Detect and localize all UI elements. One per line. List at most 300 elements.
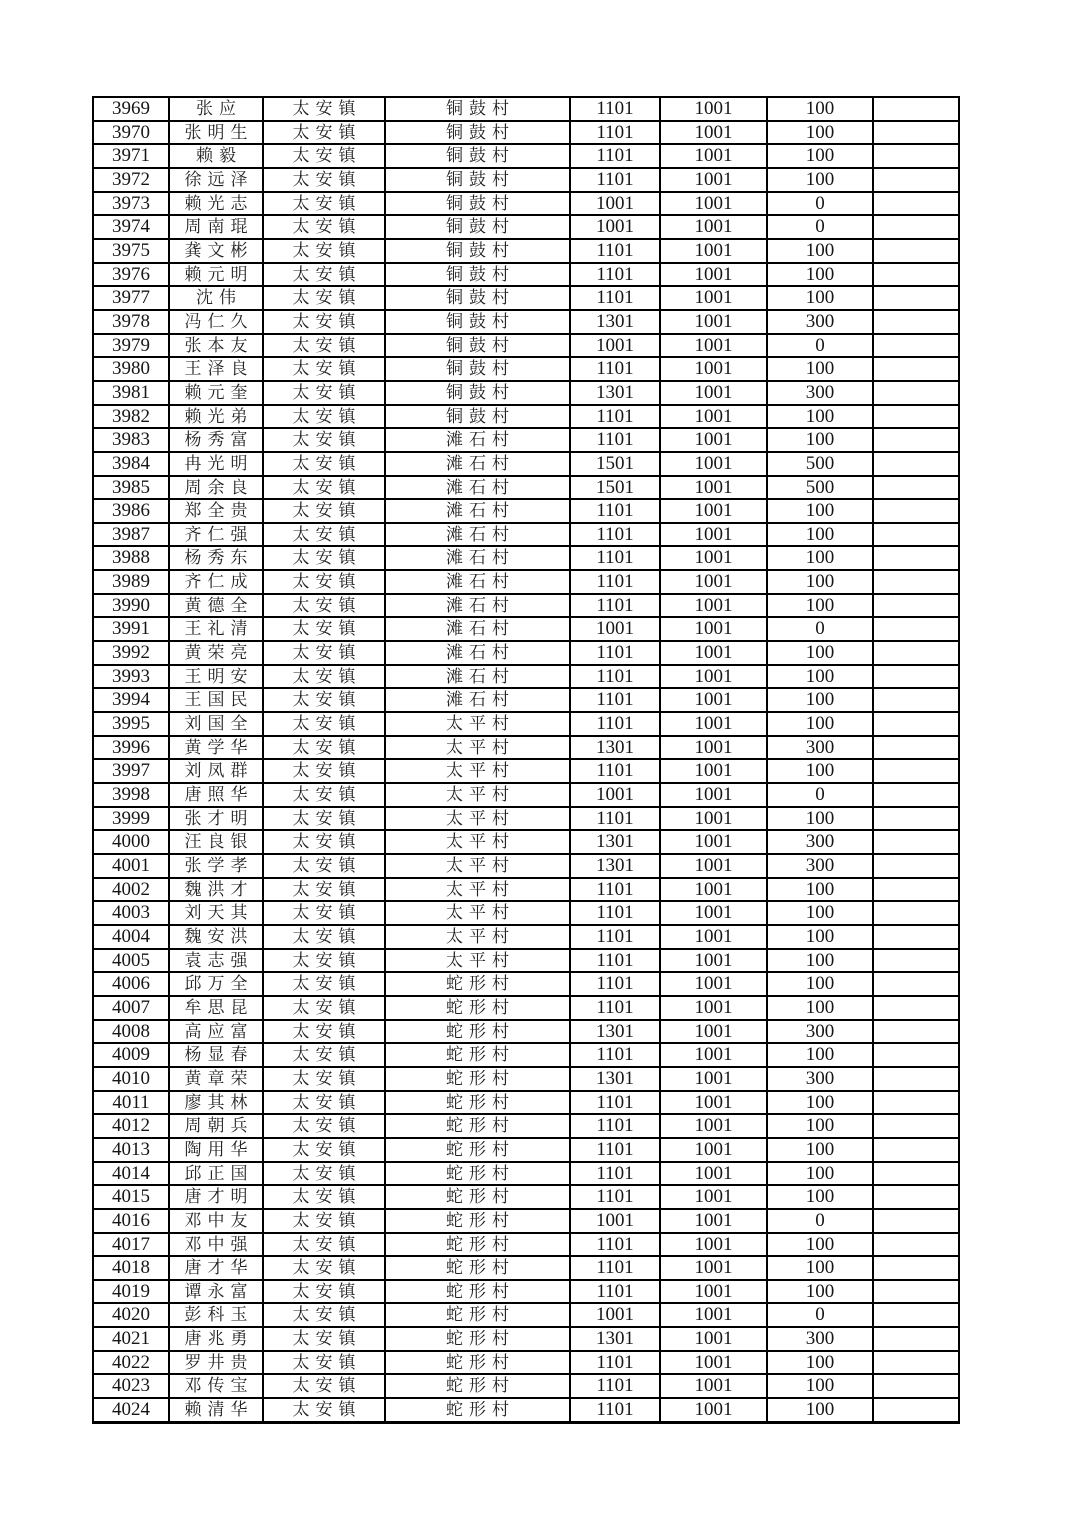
cell-value-3: 0	[767, 783, 873, 807]
cell-town: 太安镇	[263, 215, 385, 239]
table-row	[93, 996, 959, 1020]
table-row	[93, 878, 959, 902]
cell-village: 蛇形村	[385, 972, 570, 996]
cell-serial-number: 3983	[93, 428, 169, 452]
cell-value-3: 100	[767, 97, 873, 121]
cell-blank	[873, 405, 959, 429]
cell-blank	[873, 1374, 959, 1398]
cell-blank	[873, 1327, 959, 1351]
cell-blank	[873, 499, 959, 523]
cell-town: 太安镇	[263, 901, 385, 925]
cell-town: 太安镇	[263, 1114, 385, 1138]
cell-value-3: 300	[767, 1067, 873, 1091]
cell-value-3: 0	[767, 192, 873, 216]
cell-value-2: 1001	[660, 1303, 767, 1327]
table-row	[93, 192, 959, 216]
table-row	[93, 405, 959, 429]
cell-blank	[873, 570, 959, 594]
cell-village: 蛇形村	[385, 1398, 570, 1422]
cell-serial-number: 4018	[93, 1256, 169, 1280]
cell-value-3: 300	[767, 830, 873, 854]
cell-person-name: 齐仁强	[169, 523, 263, 547]
cell-person-name: 郑全贵	[169, 499, 263, 523]
cell-value-3: 100	[767, 759, 873, 783]
cell-town: 太安镇	[263, 452, 385, 476]
table-row	[93, 476, 959, 500]
cell-value-2: 1001	[660, 1209, 767, 1233]
cell-town: 太安镇	[263, 1303, 385, 1327]
cell-value-3: 0	[767, 334, 873, 358]
cell-serial-number: 4017	[93, 1233, 169, 1257]
cell-person-name: 陶用华	[169, 1138, 263, 1162]
cell-town: 太安镇	[263, 334, 385, 358]
cell-village: 铜鼓村	[385, 286, 570, 310]
cell-value-3: 100	[767, 996, 873, 1020]
cell-blank	[873, 1020, 959, 1044]
cell-value-3: 100	[767, 239, 873, 263]
cell-value-3: 100	[767, 570, 873, 594]
cell-village: 铜鼓村	[385, 144, 570, 168]
cell-blank	[873, 759, 959, 783]
cell-person-name: 赖光弟	[169, 405, 263, 429]
cell-value-2: 1001	[660, 1374, 767, 1398]
cell-person-name: 周余良	[169, 476, 263, 500]
table-row	[93, 759, 959, 783]
cell-value-3: 100	[767, 688, 873, 712]
cell-person-name: 杨秀东	[169, 546, 263, 570]
cell-village: 太平村	[385, 759, 570, 783]
cell-value-2: 1001	[660, 405, 767, 429]
cell-blank	[873, 783, 959, 807]
cell-person-name: 邱万全	[169, 972, 263, 996]
cell-town: 太安镇	[263, 405, 385, 429]
table-row	[93, 428, 959, 452]
cell-value-3: 100	[767, 925, 873, 949]
cell-town: 太安镇	[263, 239, 385, 263]
cell-value-1: 1101	[570, 759, 660, 783]
cell-serial-number: 4006	[93, 972, 169, 996]
cell-person-name: 张明生	[169, 121, 263, 145]
table-row	[93, 1280, 959, 1304]
cell-value-3: 100	[767, 949, 873, 973]
cell-person-name: 冯仁久	[169, 310, 263, 334]
cell-value-2: 1001	[660, 523, 767, 547]
cell-person-name: 黄学华	[169, 736, 263, 760]
cell-town: 太安镇	[263, 1185, 385, 1209]
cell-blank	[873, 310, 959, 334]
table-row	[93, 97, 959, 121]
cell-blank	[873, 428, 959, 452]
cell-town: 太安镇	[263, 665, 385, 689]
cell-serial-number: 3991	[93, 617, 169, 641]
cell-value-2: 1001	[660, 1256, 767, 1280]
cell-value-2: 1001	[660, 1280, 767, 1304]
cell-town: 太安镇	[263, 570, 385, 594]
cell-person-name: 赖毅	[169, 144, 263, 168]
cell-village: 铜鼓村	[385, 334, 570, 358]
cell-value-2: 1001	[660, 972, 767, 996]
cell-value-2: 1001	[660, 1185, 767, 1209]
cell-value-3: 100	[767, 144, 873, 168]
cell-value-3: 100	[767, 546, 873, 570]
cell-serial-number: 3998	[93, 783, 169, 807]
cell-person-name: 赖光志	[169, 192, 263, 216]
cell-value-3: 0	[767, 1303, 873, 1327]
cell-serial-number: 4002	[93, 878, 169, 902]
cell-person-name: 唐兆勇	[169, 1327, 263, 1351]
table-row	[93, 1209, 959, 1233]
cell-blank	[873, 192, 959, 216]
cell-value-1: 1501	[570, 476, 660, 500]
cell-value-2: 1001	[660, 1091, 767, 1115]
cell-person-name: 赖元奎	[169, 381, 263, 405]
cell-value-1: 1101	[570, 1185, 660, 1209]
cell-village: 蛇形村	[385, 1280, 570, 1304]
table-row	[93, 688, 959, 712]
cell-village: 蛇形村	[385, 1138, 570, 1162]
cell-value-2: 1001	[660, 854, 767, 878]
cell-value-2: 1001	[660, 1351, 767, 1375]
cell-value-3: 100	[767, 428, 873, 452]
cell-value-2: 1001	[660, 1233, 767, 1257]
cell-serial-number: 4016	[93, 1209, 169, 1233]
cell-value-3: 100	[767, 1091, 873, 1115]
cell-value-1: 1001	[570, 617, 660, 641]
cell-blank	[873, 1303, 959, 1327]
cell-value-1: 1101	[570, 1351, 660, 1375]
cell-value-1: 1101	[570, 1114, 660, 1138]
cell-value-3: 0	[767, 1209, 873, 1233]
cell-serial-number: 4014	[93, 1162, 169, 1186]
table-row	[93, 1138, 959, 1162]
cell-town: 太安镇	[263, 1209, 385, 1233]
cell-person-name: 唐照华	[169, 783, 263, 807]
cell-blank	[873, 286, 959, 310]
cell-person-name: 彭科玉	[169, 1303, 263, 1327]
cell-value-3: 300	[767, 854, 873, 878]
cell-value-3: 100	[767, 499, 873, 523]
table-row	[93, 925, 959, 949]
table-row	[93, 901, 959, 925]
cell-village: 蛇形村	[385, 1233, 570, 1257]
cell-person-name: 邓传宝	[169, 1374, 263, 1398]
cell-person-name: 刘国全	[169, 712, 263, 736]
cell-blank	[873, 617, 959, 641]
cell-town: 太安镇	[263, 1067, 385, 1091]
cell-value-1: 1101	[570, 807, 660, 831]
cell-value-2: 1001	[660, 688, 767, 712]
cell-value-3: 100	[767, 263, 873, 287]
cell-value-3: 100	[767, 1398, 873, 1422]
cell-village: 蛇形村	[385, 1091, 570, 1115]
cell-serial-number: 3989	[93, 570, 169, 594]
cell-blank	[873, 1114, 959, 1138]
cell-serial-number: 4013	[93, 1138, 169, 1162]
cell-blank	[873, 381, 959, 405]
cell-value-2: 1001	[660, 1020, 767, 1044]
cell-value-1: 1001	[570, 1209, 660, 1233]
cell-value-1: 1101	[570, 97, 660, 121]
cell-town: 太安镇	[263, 1020, 385, 1044]
cell-person-name: 唐才华	[169, 1256, 263, 1280]
cell-person-name: 张本友	[169, 334, 263, 358]
cell-value-3: 0	[767, 215, 873, 239]
cell-town: 太安镇	[263, 617, 385, 641]
cell-value-2: 1001	[660, 665, 767, 689]
cell-value-3: 100	[767, 357, 873, 381]
cell-serial-number: 3975	[93, 239, 169, 263]
cell-value-2: 1001	[660, 357, 767, 381]
cell-blank	[873, 641, 959, 665]
cell-village: 滩石村	[385, 570, 570, 594]
cell-village: 蛇形村	[385, 1327, 570, 1351]
cell-town: 太安镇	[263, 1351, 385, 1375]
cell-village: 铜鼓村	[385, 405, 570, 429]
cell-value-3: 100	[767, 1351, 873, 1375]
cell-value-1: 1101	[570, 688, 660, 712]
cell-value-1: 1301	[570, 830, 660, 854]
cell-village: 太平村	[385, 854, 570, 878]
cell-value-1: 1301	[570, 310, 660, 334]
cell-serial-number: 3970	[93, 121, 169, 145]
cell-value-2: 1001	[660, 239, 767, 263]
table-row	[93, 334, 959, 358]
cell-village: 蛇形村	[385, 996, 570, 1020]
cell-blank	[873, 1233, 959, 1257]
table-row	[93, 286, 959, 310]
cell-value-1: 1101	[570, 1374, 660, 1398]
cell-town: 太安镇	[263, 1374, 385, 1398]
cell-village: 滩石村	[385, 499, 570, 523]
cell-town: 太安镇	[263, 996, 385, 1020]
table-row	[93, 1303, 959, 1327]
table-row	[93, 523, 959, 547]
cell-value-2: 1001	[660, 215, 767, 239]
cell-value-1: 1101	[570, 121, 660, 145]
cell-village: 滩石村	[385, 476, 570, 500]
table-row	[93, 1020, 959, 1044]
cell-person-name: 王礼清	[169, 617, 263, 641]
cell-value-3: 500	[767, 476, 873, 500]
cell-serial-number: 4012	[93, 1114, 169, 1138]
cell-serial-number: 3993	[93, 665, 169, 689]
table-row	[93, 736, 959, 760]
cell-person-name: 王明安	[169, 665, 263, 689]
cell-value-1: 1101	[570, 1398, 660, 1422]
cell-value-2: 1001	[660, 783, 767, 807]
cell-value-2: 1001	[660, 263, 767, 287]
cell-serial-number: 3981	[93, 381, 169, 405]
cell-value-1: 1101	[570, 263, 660, 287]
table-row	[93, 144, 959, 168]
cell-serial-number: 3988	[93, 546, 169, 570]
table-row	[93, 499, 959, 523]
cell-value-3: 100	[767, 523, 873, 547]
cell-value-1: 1101	[570, 1091, 660, 1115]
table-row	[93, 1233, 959, 1257]
cell-town: 太安镇	[263, 830, 385, 854]
cell-town: 太安镇	[263, 688, 385, 712]
cell-serial-number: 4021	[93, 1327, 169, 1351]
cell-blank	[873, 854, 959, 878]
cell-value-2: 1001	[660, 1162, 767, 1186]
cell-blank	[873, 1209, 959, 1233]
cell-village: 太平村	[385, 830, 570, 854]
cell-town: 太安镇	[263, 878, 385, 902]
cell-town: 太安镇	[263, 1280, 385, 1304]
table-row	[93, 594, 959, 618]
cell-serial-number: 3990	[93, 594, 169, 618]
cell-value-1: 1101	[570, 405, 660, 429]
cell-village: 铜鼓村	[385, 215, 570, 239]
cell-serial-number: 4011	[93, 1091, 169, 1115]
table-row	[93, 1327, 959, 1351]
cell-value-3: 100	[767, 1280, 873, 1304]
table-row	[93, 1067, 959, 1091]
cell-value-1: 1101	[570, 901, 660, 925]
cell-person-name: 王国民	[169, 688, 263, 712]
cell-blank	[873, 239, 959, 263]
table-row	[93, 1162, 959, 1186]
cell-value-2: 1001	[660, 901, 767, 925]
cell-serial-number: 3974	[93, 215, 169, 239]
cell-serial-number: 4009	[93, 1043, 169, 1067]
table-row	[93, 617, 959, 641]
cell-person-name: 龚文彬	[169, 239, 263, 263]
table-row	[93, 830, 959, 854]
cell-value-3: 100	[767, 405, 873, 429]
cell-town: 太安镇	[263, 97, 385, 121]
cell-value-2: 1001	[660, 1114, 767, 1138]
cell-value-3: 300	[767, 736, 873, 760]
cell-value-1: 1301	[570, 854, 660, 878]
cell-town: 太安镇	[263, 736, 385, 760]
cell-blank	[873, 972, 959, 996]
cell-value-1: 1101	[570, 1043, 660, 1067]
cell-blank	[873, 878, 959, 902]
cell-value-3: 300	[767, 310, 873, 334]
cell-village: 铜鼓村	[385, 239, 570, 263]
cell-town: 太安镇	[263, 594, 385, 618]
table-row	[93, 1256, 959, 1280]
cell-town: 太安镇	[263, 972, 385, 996]
cell-town: 太安镇	[263, 476, 385, 500]
cell-serial-number: 4022	[93, 1351, 169, 1375]
cell-town: 太安镇	[263, 759, 385, 783]
cell-person-name: 齐仁成	[169, 570, 263, 594]
cell-value-1: 1101	[570, 972, 660, 996]
cell-village: 铜鼓村	[385, 97, 570, 121]
cell-serial-number: 4010	[93, 1067, 169, 1091]
cell-town: 太安镇	[263, 1162, 385, 1186]
cell-value-1: 1101	[570, 168, 660, 192]
table-row	[93, 1091, 959, 1115]
cell-town: 太安镇	[263, 357, 385, 381]
cell-value-2: 1001	[660, 925, 767, 949]
cell-value-1: 1501	[570, 452, 660, 476]
cell-value-1: 1101	[570, 665, 660, 689]
cell-person-name: 唐才明	[169, 1185, 263, 1209]
cell-town: 太安镇	[263, 1233, 385, 1257]
table-row	[93, 783, 959, 807]
cell-serial-number: 4015	[93, 1185, 169, 1209]
cell-town: 太安镇	[263, 263, 385, 287]
cell-person-name: 王泽良	[169, 357, 263, 381]
cell-value-1: 1101	[570, 594, 660, 618]
cell-town: 太安镇	[263, 192, 385, 216]
cell-value-1: 1001	[570, 1303, 660, 1327]
cell-value-3: 100	[767, 1185, 873, 1209]
cell-blank	[873, 168, 959, 192]
cell-village: 滩石村	[385, 546, 570, 570]
cell-town: 太安镇	[263, 428, 385, 452]
cell-blank	[873, 1398, 959, 1422]
cell-village: 太平村	[385, 949, 570, 973]
cell-value-2: 1001	[660, 428, 767, 452]
cell-blank	[873, 736, 959, 760]
cell-village: 蛇形村	[385, 1185, 570, 1209]
table-row	[93, 263, 959, 287]
cell-person-name: 黄德全	[169, 594, 263, 618]
cell-value-1: 1101	[570, 570, 660, 594]
cell-value-3: 100	[767, 1043, 873, 1067]
cell-value-1: 1101	[570, 499, 660, 523]
cell-village: 滩石村	[385, 452, 570, 476]
cell-town: 太安镇	[263, 1138, 385, 1162]
cell-town: 太安镇	[263, 854, 385, 878]
cell-serial-number: 4024	[93, 1398, 169, 1422]
cell-blank	[873, 688, 959, 712]
cell-value-1: 1101	[570, 712, 660, 736]
cell-town: 太安镇	[263, 1043, 385, 1067]
cell-person-name: 汪良银	[169, 830, 263, 854]
cell-serial-number: 3992	[93, 641, 169, 665]
cell-blank	[873, 901, 959, 925]
cell-village: 滩石村	[385, 523, 570, 547]
cell-serial-number: 3994	[93, 688, 169, 712]
cell-person-name: 沈伟	[169, 286, 263, 310]
cell-value-1: 1101	[570, 1162, 660, 1186]
table-row	[93, 215, 959, 239]
cell-village: 铜鼓村	[385, 357, 570, 381]
table-row	[93, 972, 959, 996]
cell-person-name: 黄章荣	[169, 1067, 263, 1091]
cell-value-2: 1001	[660, 1067, 767, 1091]
cell-value-1: 1101	[570, 641, 660, 665]
cell-blank	[873, 949, 959, 973]
cell-value-2: 1001	[660, 121, 767, 145]
cell-blank	[873, 1256, 959, 1280]
table-row	[93, 854, 959, 878]
cell-value-2: 1001	[660, 334, 767, 358]
cell-serial-number: 3977	[93, 286, 169, 310]
cell-value-3: 100	[767, 594, 873, 618]
cell-town: 太安镇	[263, 1327, 385, 1351]
cell-town: 太安镇	[263, 168, 385, 192]
cell-blank	[873, 144, 959, 168]
table-row	[93, 712, 959, 736]
cell-village: 滩石村	[385, 641, 570, 665]
cell-person-name: 谭永富	[169, 1280, 263, 1304]
cell-blank	[873, 476, 959, 500]
cell-value-2: 1001	[660, 712, 767, 736]
cell-serial-number: 4019	[93, 1280, 169, 1304]
cell-value-2: 1001	[660, 1043, 767, 1067]
cell-value-2: 1001	[660, 759, 767, 783]
cell-value-3: 100	[767, 972, 873, 996]
cell-blank	[873, 1138, 959, 1162]
cell-village: 太平村	[385, 712, 570, 736]
